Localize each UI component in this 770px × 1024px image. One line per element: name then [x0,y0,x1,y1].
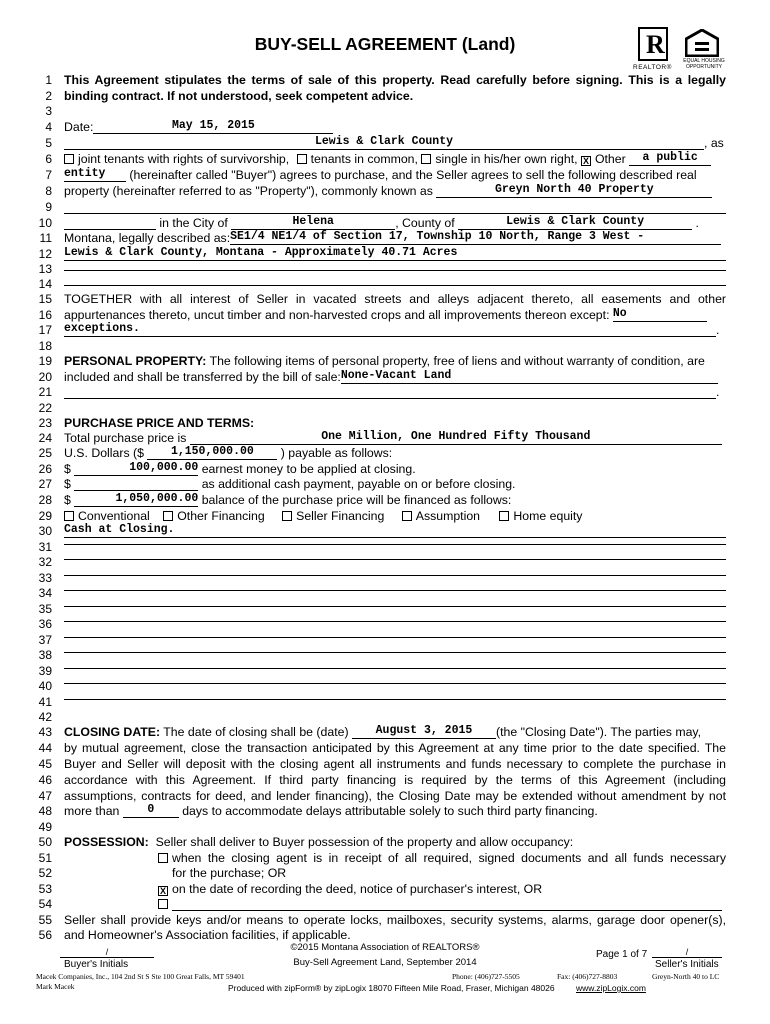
together-line-2: appurtenances thereto, uncut timber and non-harvested crops and all improvements thereon except: [64,308,610,322]
checkbox-assumption[interactable] [402,511,412,521]
as-label: , as [704,136,724,150]
closing-date-text-2: (the "Closing Date"). The parties may, [495,725,702,739]
line-number: 11 [39,231,52,245]
line-number: 20 [38,370,52,384]
produced-by: Produced with zipForm® by zipLogix 18070 Fifteen Mile Road, Fraser, Michigan 48026 [228,983,555,993]
personal-property-text-2: included and shall be transferred by the bill of sale: [64,370,341,384]
line-number: 22 [38,401,52,415]
dollar-sign: $ [64,493,71,507]
file-name: Greyn-North 40 to LC [652,972,720,981]
county-label: , County of [395,216,455,230]
line-number: 35 [38,602,52,616]
line-number: 45 [38,757,52,771]
date-label: Date: [64,120,94,134]
other-field[interactable]: a public [629,152,711,166]
assumption-label: Assumption [415,509,480,523]
personal-property-text: The following items of personal property, free of liens and without warranty of condition, are [209,354,705,368]
line-number: 30 [38,524,52,538]
closing-line-45: Buyer and Seller will deposit with the closing agent all instruments and funds necessary to complete the purchase in [64,757,726,771]
line-number: 39 [38,664,52,678]
line-number: 38 [38,648,52,662]
line-number: 6 [45,152,52,166]
line-number: 27 [38,477,52,491]
line-number: 48 [38,804,52,818]
personal-property-heading: PERSONAL PROPERTY: [64,354,207,368]
checkbox-possession-recording[interactable]: X [159,886,166,896]
except-field[interactable]: No [613,308,707,322]
checkbox-conventional[interactable] [64,511,74,521]
purchase-price-heading: PURCHASE PRICE AND TERMS: [64,416,255,430]
total-price-words-field[interactable]: One Million, One Hundred Fifty Thousand [190,431,722,445]
line-number: 7 [45,168,52,182]
line-number: 5 [45,136,52,150]
line-number: 56 [38,928,52,942]
copyright: ©2015 Montana Association of REALTORS® [290,942,480,953]
tenants-common-label: tenants in common, [310,152,418,166]
possession-option-1-cont: for the purchase; OR [172,866,287,880]
personal-property-field[interactable]: None-Vacant Land [341,370,718,384]
single-label: single in his/her own right, [435,152,578,166]
earnest-money-field[interactable]: 100,000.00 [74,462,198,476]
line-number: 40 [38,679,52,693]
financing-terms-blank-line[interactable] [64,562,726,576]
line-number: 53 [38,882,52,896]
line-number: 9 [45,200,52,214]
checkbox-other[interactable]: X [582,156,589,166]
line-number: 37 [38,633,52,647]
line-number: 50 [38,835,52,849]
line-number: 21 [38,385,52,399]
payable-label: ) payable as follows: [280,446,393,460]
equal-housing-icon [685,29,719,57]
closing-date-text: The date of closing shall be (date) [163,725,349,739]
other-financing-label: Other Financing [177,509,265,523]
line-number: 31 [38,540,52,554]
realtor-word: REALTOR® [633,64,672,71]
period: . [695,216,699,230]
known-as-field[interactable]: Greyn North 40 Property [436,184,712,198]
financing-terms-blank-line[interactable] [64,639,726,653]
earnest-money-label: earnest money to be applied at closing. [201,462,416,476]
financing-terms-field[interactable]: Cash at Closing. [64,524,726,538]
line-number: 1 [45,73,52,87]
buyer-initials-label: Buyer's Initials [64,959,129,970]
seller-initials-label: Seller's Initials [655,959,719,970]
line-number: 51 [38,851,52,865]
total-price-label: Total purchase price is [64,431,187,445]
checkbox-single[interactable] [421,154,431,164]
buyer-name-field[interactable]: Lewis & Clark County [64,136,704,150]
possession-option-1: when the closing agent is in receipt of all required, signed documents and all funds necessary [172,851,726,865]
usd-label: U.S. Dollars ($ [64,446,144,460]
form-name: Buy-Sell Agreement Land, September 2014 [293,957,477,968]
buyer-clause: (hereinafter called "Buyer") agrees to purchase, and the Seller agrees to sell the following described real [129,168,697,182]
financing-terms-blank-line[interactable] [64,577,726,591]
phone: Phone: (406)727-5505 [452,972,520,981]
cash-payment-field[interactable] [74,477,198,491]
line-number: 29 [38,509,52,523]
checkbox-home-equity[interactable] [499,511,509,521]
seller-financing-label: Seller Financing [296,509,385,523]
financing-terms-blank-line[interactable] [64,670,726,684]
realtor-mark: R [646,30,665,59]
legal-field-3[interactable] [64,257,726,271]
line-number: 36 [38,617,52,631]
dollar-sign: $ [64,462,71,476]
personal-property-field-2[interactable] [64,385,716,399]
other-label: Other [594,152,626,166]
seller-initials-field[interactable]: / [652,947,722,958]
cash-payment-label: as additional cash payment, payable on or before closing. [201,477,516,491]
possession-heading: POSSESSION: [64,835,149,849]
intro-line-1: This Agreement stipulates the terms of sale of this property. Read carefully before signing. This is a legally [64,73,726,87]
legal-field-1[interactable]: SE1/4 NE1/4 of Section 17, Township 10 North, Range 3 West - [230,231,721,245]
possession-option-2: on the date of recording the deed, notice of purchaser's interest, OR [172,882,543,896]
line-number: 32 [38,555,52,569]
address-field[interactable] [64,216,156,230]
legal-field-4[interactable] [64,272,726,286]
checkbox-other-financing[interactable] [163,511,173,521]
home-equity-label: Home equity [513,509,583,523]
balance-label: balance of the purchase price will be financed as follows: [201,493,512,507]
financing-terms-blank-line[interactable] [64,655,726,669]
balance-field[interactable]: 1,050,000.00 [74,493,198,507]
company-info: Macek Companies, Inc., 104 2nd St S Ste 100 Great Falls, MT 59401 [36,972,245,981]
joint-tenants-label: joint tenants with rights of survivorship, [78,152,290,166]
checkbox-possession-other[interactable] [158,899,168,909]
line-number: 41 [38,695,52,709]
city-field[interactable]: Helena [231,216,395,230]
line-number: 10 [38,216,52,230]
line-number: 18 [38,339,52,353]
legal-field-2[interactable]: Lewis & Clark County, Montana - Approximately 40.71 Acres [64,247,726,261]
line-number: 46 [38,773,52,787]
checkbox-tenants-common[interactable] [297,154,307,164]
possession-other-field[interactable] [172,897,722,911]
date-field[interactable]: May 15, 2015 [93,120,333,134]
agent-name: Mark Macek [36,982,75,991]
extension-days-text: days to accommodate delays attributable solely to such third party financing. [182,804,598,818]
line-number: 54 [38,897,52,911]
dollar-sign: $ [64,477,71,491]
line-number: 8 [45,184,52,198]
checkbox-possession-receipt[interactable] [158,853,168,863]
line-number: 33 [38,571,52,585]
equal-housing-text: EQUAL HOUSING OPPORTUNITY [683,58,725,70]
line-number: 26 [38,462,52,476]
line-number: 16 [38,308,52,322]
logo-group [633,27,727,71]
financing-terms-blank-line[interactable] [64,608,726,622]
financing-terms-blank-line[interactable] [64,531,726,545]
period: . [716,323,720,337]
line-number: 14 [38,277,52,291]
checkbox-seller-financing[interactable] [282,511,292,521]
buyer-initials-field[interactable]: / [60,947,154,958]
extension-days-field[interactable]: 0 [123,804,179,818]
line-number: 19 [38,354,52,368]
together-line-1: TOGETHER with all interest of Seller in vacated streets and alleys adjacent thereto, all easements and other [64,292,726,306]
line-number: 42 [38,710,52,724]
financing-terms-blank-line[interactable] [64,686,726,700]
line-number: 4 [45,120,52,134]
line-number: 2 [45,89,52,103]
closing-date-field[interactable]: August 3, 2015 [352,725,496,739]
line-number: 43 [38,725,52,739]
realtor-logo [638,27,668,61]
page-number: Page 1 of 7 [596,949,648,960]
line-number: 25 [38,446,52,460]
line-number: 15 [38,292,52,306]
financing-terms-blank-line[interactable] [64,546,726,560]
except-field-cont[interactable]: exceptions. [64,323,716,337]
city-label: in the City of [159,216,228,230]
closing-line-47: assumptions, contracts for deed, and lender financing), the Closing Date may be extended without amendment by not [64,789,726,803]
line-number: 49 [38,820,52,834]
other-field-cont[interactable]: entity [64,168,126,182]
financing-terms-blank-line[interactable] [64,593,726,607]
line-number: 44 [38,741,52,755]
address-line-blank[interactable] [64,200,726,214]
fax: Fax: (406)727-8803 [557,972,618,981]
line-number: 12 [38,247,52,261]
line-number: 17 [38,323,52,337]
line-number: 55 [38,913,52,927]
line-number: 47 [38,789,52,803]
possession-text: Seller shall deliver to Buyer possession of the property and allow occupancy: [155,835,574,849]
intro-line-2: binding contract. If not understood, seek competent advice. [64,89,414,103]
line-number: 23 [38,416,52,430]
page-title: BUY-SELL AGREEMENT (Land) [254,34,516,54]
line-number: 34 [38,586,52,600]
closing-line-44: by mutual agreement, close the transaction anticipated by this Agreement at any time prior to the date specified. The [64,741,726,755]
line-number: 52 [38,866,52,880]
more-than-label: more than [64,804,120,818]
line-number: 24 [38,431,52,445]
line-number: 13 [38,262,52,276]
keys-line-56: and Homeowner's Association facilities, if applicable. [64,928,351,942]
line-number: 3 [45,104,52,118]
conventional-label: Conventional [78,509,150,523]
period: . [716,385,720,399]
keys-line-55: Seller shall provide keys and/or means to operate locks, mailboxes, security systems, alarms, garage door opener(s), [64,913,726,927]
usd-amount-field[interactable]: 1,150,000.00 [147,446,277,460]
county-field[interactable]: Lewis & Clark County [458,216,692,230]
closing-date-heading: CLOSING DATE: [64,725,161,739]
line-number: 28 [38,493,52,507]
financing-terms-blank-line[interactable] [64,624,726,638]
checkbox-joint-tenants[interactable] [64,154,74,164]
property-clause: property (hereinafter referred to as "Property"), commonly known as [64,184,433,198]
ziplogix-link[interactable]: www.zipLogix.com [576,983,646,993]
closing-line-46: accordance with this Agreement. If third party financing is required by the terms of this Agreement (including [64,773,726,787]
legal-label: Montana, legally described as: [64,231,231,245]
